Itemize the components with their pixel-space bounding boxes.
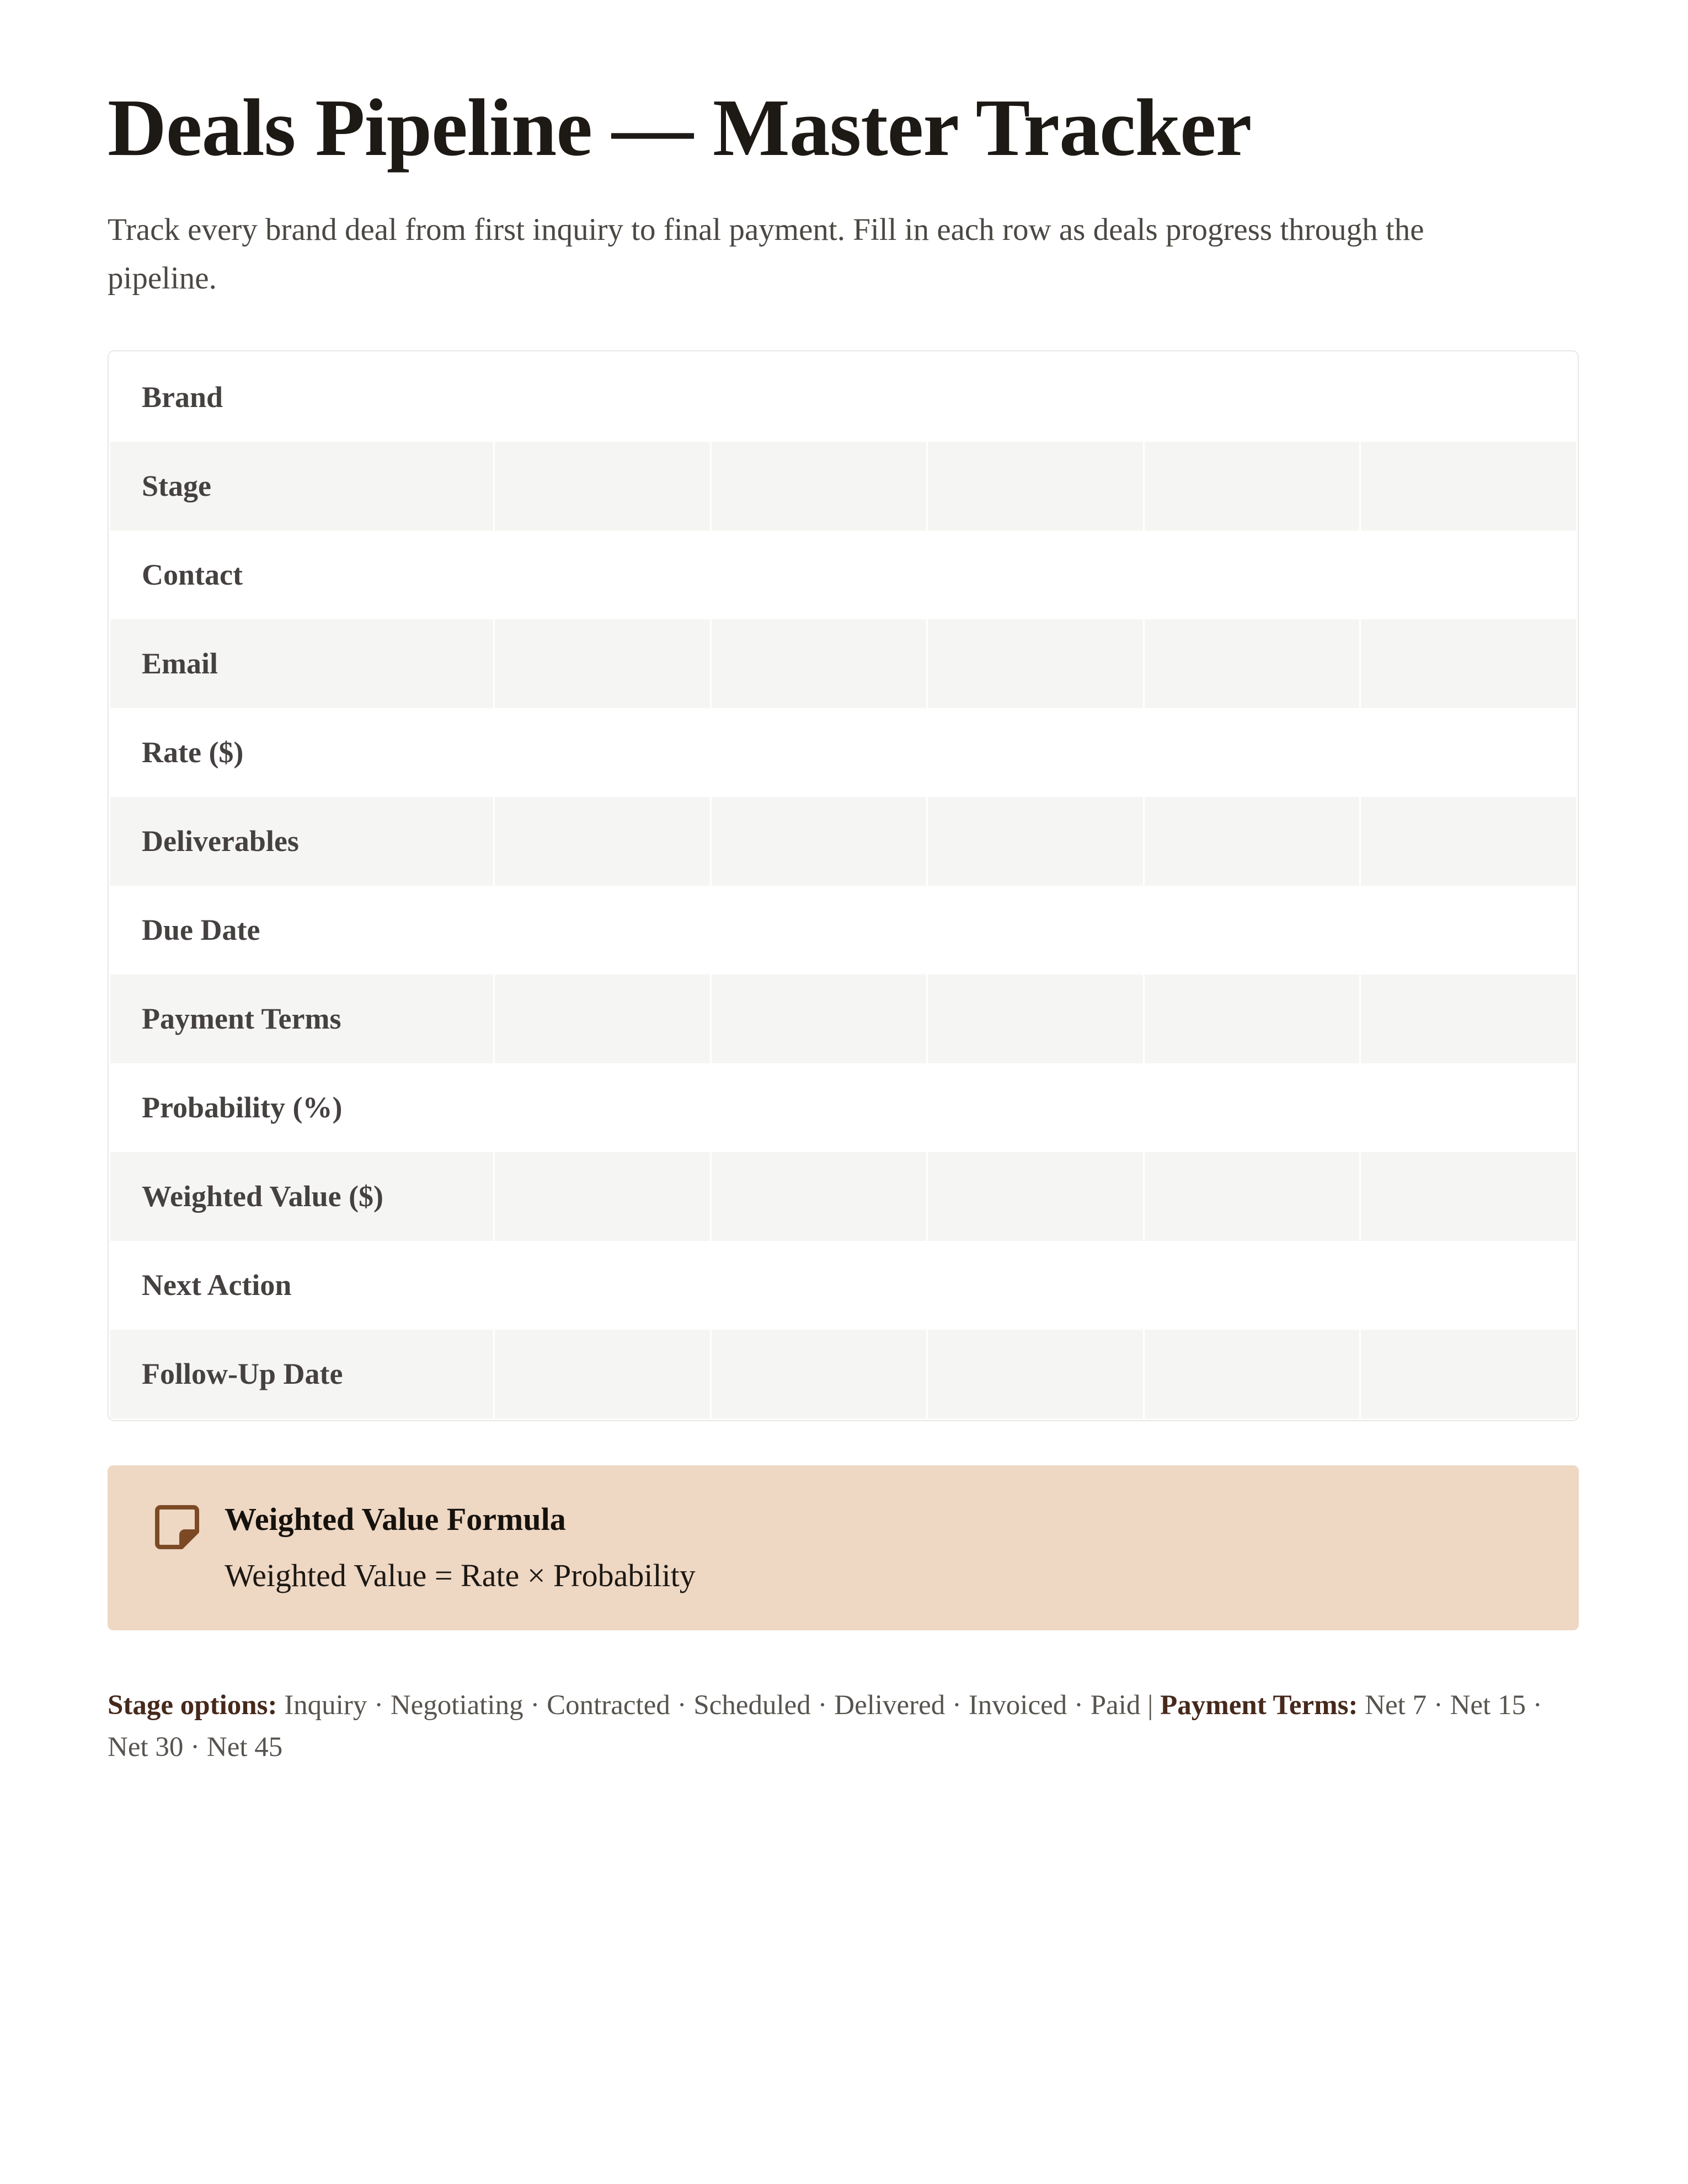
table-cell[interactable] bbox=[928, 797, 1145, 886]
table-cell[interactable] bbox=[1361, 708, 1576, 797]
table-cell[interactable] bbox=[712, 442, 928, 531]
table-cell[interactable] bbox=[712, 1241, 928, 1330]
table-cell[interactable] bbox=[712, 975, 928, 1063]
row-label-brand: Brand bbox=[110, 353, 495, 442]
callout-formula: Weighted Value = Rate × Probability bbox=[225, 1557, 696, 1594]
table-cell[interactable] bbox=[1361, 975, 1576, 1063]
stage-options-label: Stage options: bbox=[108, 1689, 277, 1721]
table-cell[interactable] bbox=[928, 531, 1145, 619]
table-cell[interactable] bbox=[928, 886, 1145, 975]
table-cell[interactable] bbox=[1361, 1152, 1576, 1241]
row-label-rate: Rate ($) bbox=[110, 708, 495, 797]
table-cell[interactable] bbox=[1361, 1330, 1576, 1418]
table-cell[interactable] bbox=[928, 353, 1145, 442]
table-cell[interactable] bbox=[1145, 975, 1361, 1063]
table-cell[interactable] bbox=[712, 1330, 928, 1418]
table-cell[interactable] bbox=[1145, 619, 1361, 708]
table-cell[interactable] bbox=[1361, 886, 1576, 975]
table-cell[interactable] bbox=[495, 1330, 712, 1418]
formula-callout bbox=[108, 1465, 1579, 1630]
row-label-stage: Stage bbox=[110, 442, 495, 531]
table-cell[interactable] bbox=[928, 975, 1145, 1063]
table-row-contact bbox=[109, 531, 1578, 619]
table-cell[interactable] bbox=[712, 531, 928, 619]
table-row-stage bbox=[109, 442, 1578, 531]
table-cell[interactable] bbox=[1361, 1063, 1576, 1152]
table-cell[interactable] bbox=[495, 1241, 712, 1330]
table-row-next-action bbox=[109, 1241, 1578, 1330]
table-cell[interactable] bbox=[928, 442, 1145, 531]
table-cell[interactable] bbox=[1145, 442, 1361, 531]
table-cell[interactable] bbox=[1361, 442, 1576, 531]
page-title: Deals Pipeline — Master Tracker bbox=[108, 83, 1252, 173]
table-cell[interactable] bbox=[1361, 531, 1576, 619]
table-cell[interactable] bbox=[495, 353, 712, 442]
stage-options-list: Inquiry · Negotiating · Contracted · Scheduled · Delivered · Invoiced · Paid bbox=[284, 1689, 1141, 1721]
table-cell[interactable] bbox=[1145, 353, 1361, 442]
row-label-next-action: Next Action bbox=[110, 1241, 495, 1330]
table-cell[interactable] bbox=[712, 1152, 928, 1241]
row-label-due-date: Due Date bbox=[110, 886, 495, 975]
table-row-probability bbox=[109, 1063, 1578, 1152]
page-subtitle: Track every brand deal from first inquiry to final payment. Fill in each row as deals progress through the pipeline. bbox=[108, 212, 1424, 296]
table-cell[interactable] bbox=[928, 1241, 1145, 1330]
table-cell[interactable] bbox=[495, 1063, 712, 1152]
table-row-weighted-value bbox=[109, 1152, 1578, 1241]
table-cell[interactable] bbox=[495, 1152, 712, 1241]
table-cell[interactable] bbox=[712, 353, 928, 442]
table-row-follow-up-date bbox=[109, 1330, 1578, 1418]
footnote-separator: | bbox=[1147, 1689, 1153, 1721]
table-cell[interactable] bbox=[1361, 1241, 1576, 1330]
table-cell[interactable] bbox=[712, 708, 928, 797]
table-cell[interactable] bbox=[1361, 619, 1576, 708]
row-label-deliverables: Deliverables bbox=[110, 797, 495, 886]
table-cell[interactable] bbox=[495, 975, 712, 1063]
table-row-payment-terms bbox=[109, 975, 1578, 1063]
row-label-contact: Contact bbox=[110, 531, 495, 619]
payment-terms-label: Payment Terms: bbox=[1160, 1689, 1358, 1721]
callout-title: Weighted Value Formula bbox=[225, 1501, 566, 1537]
sticky-note-icon bbox=[151, 1500, 204, 1554]
row-label-weighted-value: Weighted Value ($) bbox=[110, 1152, 495, 1241]
table-cell[interactable] bbox=[1145, 1241, 1361, 1330]
table-cell[interactable] bbox=[495, 619, 712, 708]
table-cell[interactable] bbox=[928, 1063, 1145, 1152]
payment-terms-list: Net 7 · Net 15 · Net 30 · Net 45 bbox=[108, 1689, 1542, 1763]
table-cell[interactable] bbox=[1145, 886, 1361, 975]
table-cell[interactable] bbox=[1145, 1063, 1361, 1152]
table-cell[interactable] bbox=[1361, 353, 1576, 442]
table-cell[interactable] bbox=[495, 708, 712, 797]
table-row-due-date bbox=[109, 886, 1578, 975]
table-cell[interactable] bbox=[495, 797, 712, 886]
table-cell[interactable] bbox=[495, 531, 712, 619]
table-row-email bbox=[109, 619, 1578, 708]
row-label-payment-terms: Payment Terms bbox=[110, 975, 495, 1063]
table-cell[interactable] bbox=[1145, 531, 1361, 619]
table-cell[interactable] bbox=[1145, 708, 1361, 797]
row-label-follow-up-date: Follow-Up Date bbox=[110, 1330, 495, 1418]
table-row-deliverables bbox=[109, 797, 1578, 886]
table-cell[interactable] bbox=[928, 1330, 1145, 1418]
row-label-email: Email bbox=[110, 619, 495, 708]
row-label-probability: Probability (%) bbox=[110, 1063, 495, 1152]
callout-body bbox=[225, 1500, 696, 1596]
table-cell[interactable] bbox=[1145, 1330, 1361, 1418]
table-cell[interactable] bbox=[495, 886, 712, 975]
table-cell[interactable] bbox=[712, 797, 928, 886]
table-row-rate bbox=[109, 708, 1578, 797]
table-cell[interactable] bbox=[712, 1063, 928, 1152]
table-cell[interactable] bbox=[928, 1152, 1145, 1241]
table-cell[interactable] bbox=[928, 708, 1145, 797]
table-cell[interactable] bbox=[495, 442, 712, 531]
table-cell[interactable] bbox=[1361, 797, 1576, 886]
options-footnote bbox=[108, 1684, 1564, 1769]
table-cell[interactable] bbox=[928, 619, 1145, 708]
table-row-brand bbox=[109, 353, 1578, 442]
deals-pipeline-table bbox=[108, 350, 1579, 1421]
table-cell[interactable] bbox=[712, 886, 928, 975]
table-cell[interactable] bbox=[1145, 1152, 1361, 1241]
table-cell[interactable] bbox=[712, 619, 928, 708]
table-cell[interactable] bbox=[1145, 797, 1361, 886]
